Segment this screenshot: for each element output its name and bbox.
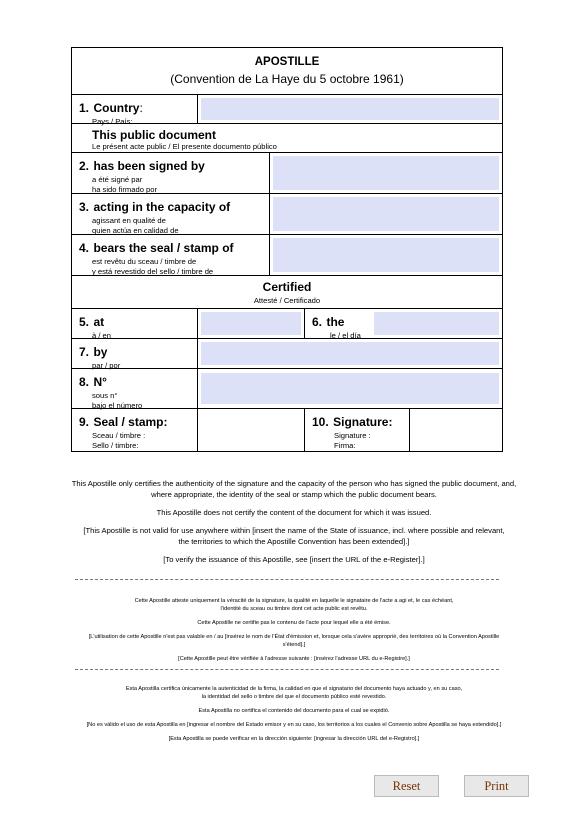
row-at-the: 5. at à / en 6. the le / el día [72,308,502,338]
row-country: 1. Country: Pays / País: [72,94,502,123]
capacity-field[interactable] [273,197,499,231]
row-document: This public document Le présent acte public / El presente documento público [72,123,502,152]
signature-area[interactable] [409,409,502,451]
divider [75,669,499,670]
signature-label: Signature: [333,415,393,429]
row-number: 8. N° sous n° bajo el número [72,368,502,408]
place-field[interactable] [201,312,301,335]
authority-field[interactable] [201,342,499,365]
notes-english: This Apostille only certifies the authenticity of the signature and the capacity of the person who has signed the public document, and, where appropriate, the identity of the seal or stamp which the public document bears. This Apostille does not certify the content of the document for which it was issued. [This Apostille is not valid for use anywhere within [insert the name of the State of issuance, incl. where possible and relevant, the territories to which the Apostille Convention has been extended].] [To verify the issuance of this Apostille, see [insert the URL of the e-Register].] [71,479,517,564]
form-title: APOSTILLE [254,56,320,68]
by-label: by [93,345,108,359]
stamp-area[interactable] [197,409,304,451]
document-label: This public document [92,128,217,142]
apostille-form [71,47,503,452]
form-subtitle: (Convention de La Haye du 5 octobre 1961) [170,72,404,86]
notes-french: Cette Apostille atteste uniquement la véracité de la signature, la qualité en laquelle le signataire de l'acte a agi et, le cas échéant, l'identité du sceau ou timbre dont cet acte public est revêtu. Cette Apostille ne certifie pas le contenu de l'acte pour lequel elle a été émise. [L'utilisation de cette Apostille n'est pas valable en / au [insérez le nom de l'État d'émission et, lorsque cela s'avère approprié, des territoires où la Convention Apostille s'étend].] [Cette Apostille peut être vérifiée à l'adresse suivante : [insérez l'adresse URL du e-Registre].] [88,598,500,662]
row-signed: 2. has been signed by a été signé par ha sido firmado por [72,152,502,193]
row-certified: Certified Attesté / Certificado [72,275,502,308]
stamp-label: Seal / stamp: [93,415,168,429]
at-label: at [93,315,105,329]
print-button[interactable]: Print [464,775,529,797]
reset-button[interactable]: Reset [374,775,439,797]
country-label: Country [93,101,140,115]
row-seal: 4. bears the seal / stamp of est revêtu du sceau / timbre de y está revestido del sello / timbre de [72,234,502,275]
number-label: N° [93,375,107,389]
signed-label: has been signed by [93,159,205,173]
form-header [72,48,502,94]
number-field[interactable] [201,373,499,404]
the-label: the [326,315,345,329]
signed-by-field[interactable] [273,156,499,190]
country-field[interactable] [201,98,499,120]
seal-label: bears the seal / stamp of [93,241,234,255]
capacity-label: acting in the capacity of [93,200,231,214]
date-field[interactable] [374,312,499,335]
divider [75,579,499,580]
seal-of-field[interactable] [273,238,499,272]
row-capacity: 3. acting in the capacity of agissant en qualité de quien actúa en calidad de [72,193,502,234]
row-stamp-signature: 9. Seal / stamp: Sceau / timbre : Sello / timbre: 10. Signature: Signature : Firma: [72,408,502,451]
certified-label: Certified [262,279,312,294]
notes-spanish: Esta Apostilla certifica únicamente la autenticidad de la firma, la calidad en que el signatario del documento haya actuado y, en su caso, la identidad del sello o timbre del que el documento público esté revestido. Esta Apostilla no certifica el contenido del documento para el cual se expidió. [No es válido el uso de esta Apostilla en [ingresar el nombre del Estado emisor y en su caso, los territorios a los cuales el Convenio sobre Apostilla se haya extendido].] [Esta Apostilla se puede verificar en la dirección siguiente: [ingresar la dirección URL del e-Registro].] [86,686,502,742]
row-by: 7. by par / por [72,338,502,368]
